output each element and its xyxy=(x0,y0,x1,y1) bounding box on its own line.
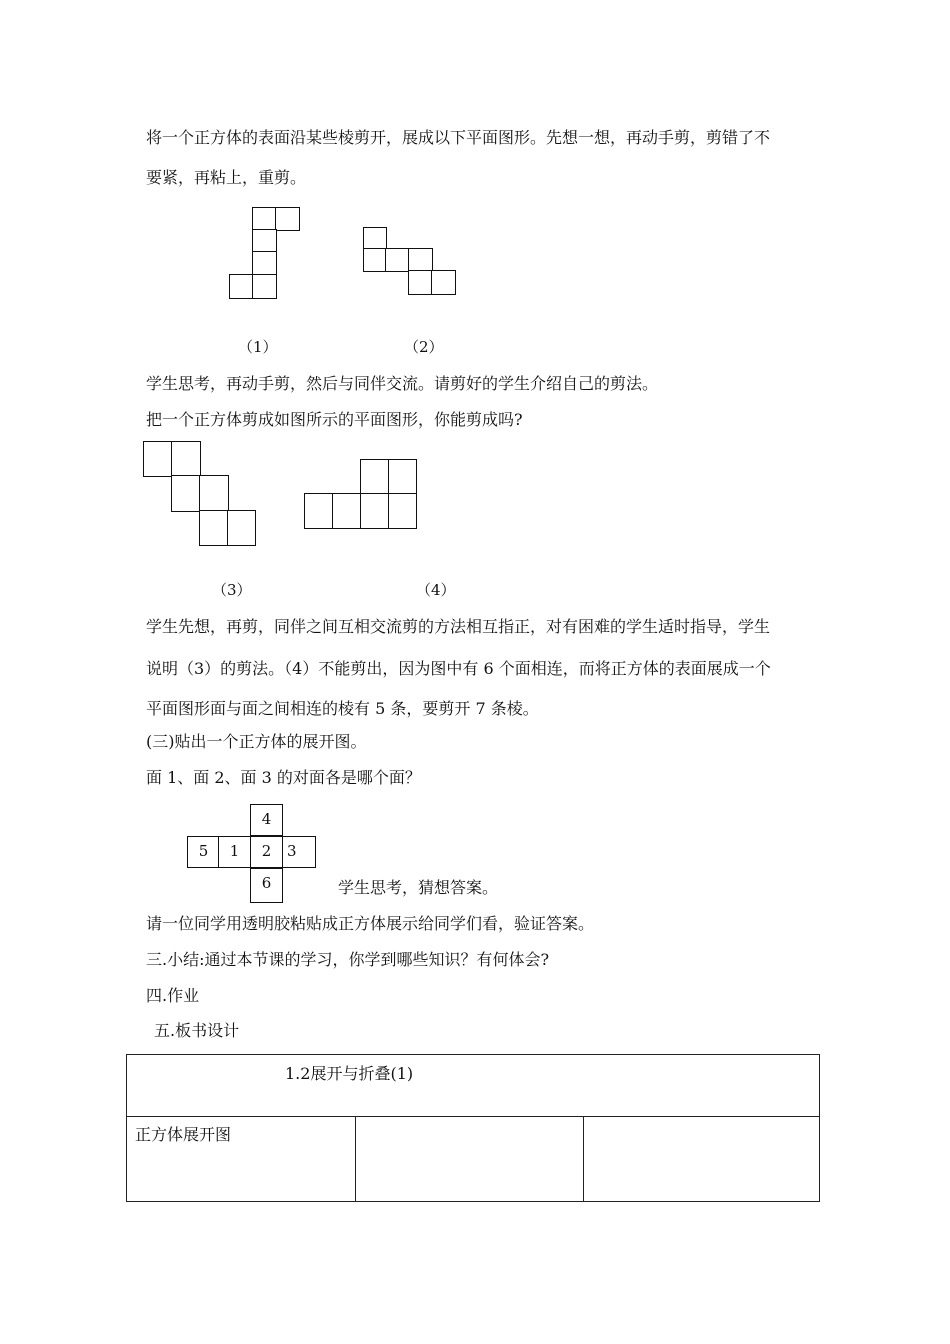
intro-line-1: 将一个正方体的表面沿某些棱剪开，展成以下平面图形。先想一想，再动手剪，剪错了不 xyxy=(146,128,771,147)
net-face-top: 4 xyxy=(250,804,283,836)
board-cell-cube-net: 正方体展开图 xyxy=(135,1125,232,1144)
net-face-row-4: 3 xyxy=(282,836,316,868)
net-face-row-2: 1 xyxy=(218,836,251,868)
section-homework: 四.作业 xyxy=(146,986,200,1005)
board-design-table xyxy=(126,1054,820,1202)
table-column-divider-1 xyxy=(355,1116,356,1201)
paragraph-explain-line-2: 说明（3）的剪法。（4）不能剪出，因为图中有 6 个面相连，而将正方体的表面展成一个 xyxy=(146,659,771,678)
paragraph-students-think: 学生思考，再动手剪，然后与同伴交流。请剪好的学生介绍自己的剪法。 xyxy=(146,374,659,393)
caption-figure-4: （4） xyxy=(416,581,456,599)
net-face-row-3: 2 xyxy=(250,836,283,868)
paragraph-opposite-faces: 面 1、面 2、面 3 的对面各是哪个面？ xyxy=(146,768,421,787)
table-divider xyxy=(127,1116,819,1117)
intro-line-2: 要紧，再粘上，重剪。 xyxy=(146,168,307,187)
paragraph-explain-line-1: 学生先想，再剪，同伴之间互相交流剪的方法相互指正，对有困难的学生适时指导，学生 xyxy=(146,617,771,636)
section-summary: 三.小结:通过本节课的学习，你学到哪些知识？有何体会? xyxy=(146,950,550,969)
section-post-net: (三)贴出一个正方体的展开图。 xyxy=(146,732,367,751)
section-board-design: 五.板书设计 xyxy=(154,1021,240,1040)
paragraph-question: 把一个正方体剪成如图所示的平面图形，你能剪成吗? xyxy=(146,410,523,429)
net-face-bottom: 6 xyxy=(250,868,283,903)
board-title: 1.2展开与折叠(1) xyxy=(285,1064,414,1083)
paragraph-guess: 学生思考，猜想答案。 xyxy=(338,878,499,897)
caption-figure-2: （2） xyxy=(404,338,444,356)
paragraph-explain-line-3: 平面图形面与面之间相连的棱有 5 条，要剪开 7 条棱。 xyxy=(146,699,539,718)
paragraph-verify: 请一位同学用透明胶粘贴成正方体展示给同学们看，验证答案。 xyxy=(146,914,595,933)
net-face-row-1: 5 xyxy=(187,836,220,868)
table-column-divider-2 xyxy=(583,1116,584,1201)
caption-figure-3: （3） xyxy=(212,581,252,599)
caption-figure-1: （1） xyxy=(238,338,278,356)
